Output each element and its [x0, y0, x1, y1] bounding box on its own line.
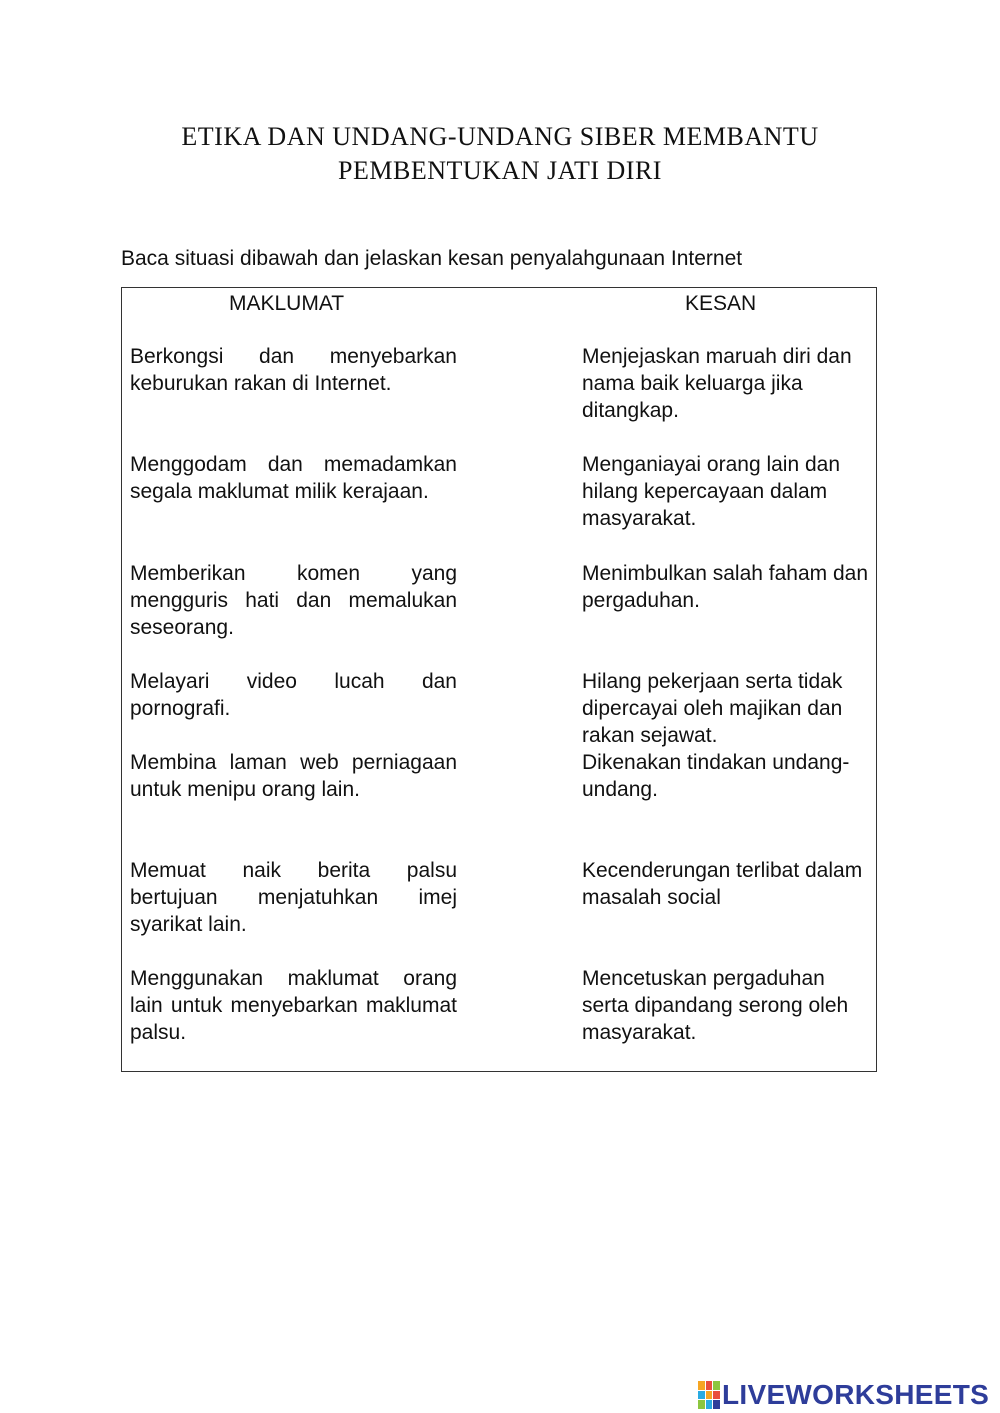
maklumat-cell-5: Membina laman web perniagaan untuk menipu orang lain. [130, 751, 457, 801]
column-header-kesan: KESAN [685, 292, 757, 315]
kesan-cell-3: Menimbulkan salah faham dan pergaduhan. [582, 562, 869, 612]
maklumat-cell-3: Memberikan komen yang mengguris hati dan memalukan seseorang. [130, 562, 457, 639]
maklumat-cell-2: Menggodam dan memadamkan segala maklumat milik kerajaan. [130, 453, 457, 503]
kesan-cell-7: Mencetuskan pergaduhan serta dipandang serong oleh masyarakat. [582, 967, 849, 1044]
kesan-cell-4: Hilang pekerjaan serta tidak dipercayai oleh majikan dan rakan sejawat. [582, 670, 843, 747]
title-line-1: ETIKA DAN UNDANG-UNDANG SIBER MEMBANTU [181, 122, 819, 151]
kesan-cell-5: Dikenakan tindakan undang-undang. [582, 751, 850, 801]
maklumat-cell-6: Memuat naik berita palsu bertujuan menjatuhkan imej syarikat lain. [130, 859, 457, 936]
worksheet-title [0, 120, 1000, 188]
liveworksheets-logo-icon [698, 1381, 720, 1409]
maklumat-cell-7: Menggunakan maklumat orang lain untuk menyebarkan maklumat palsu. [130, 967, 457, 1044]
maklumat-cell-1: Berkongsi dan menyebarkan keburukan rakan di Internet. [130, 345, 457, 395]
maklumat-cell-4: Melayari video lucah dan pornografi. [130, 670, 457, 720]
liveworksheets-logo-text: LIVEWORKSHEETS [722, 1379, 990, 1410]
kesan-cell-1: Menjejaskan maruah diri dan nama baik keluarga jika ditangkap. [582, 345, 852, 422]
instruction-text: Baca situasi dibawah dan jelaskan kesan penyalahgunaan Internet [121, 247, 743, 270]
kesan-cell-2: Menganiayai orang lain dan hilang kepercayaan dalam masyarakat. [582, 453, 841, 530]
liveworksheets-logo[interactable] [698, 1378, 989, 1412]
kesan-cell-6: Kecenderungan terlibat dalam masalah social [582, 859, 863, 909]
column-header-maklumat: MAKLUMAT [229, 292, 345, 315]
title-line-2: PEMBENTUKAN JATI DIRI [338, 156, 662, 185]
